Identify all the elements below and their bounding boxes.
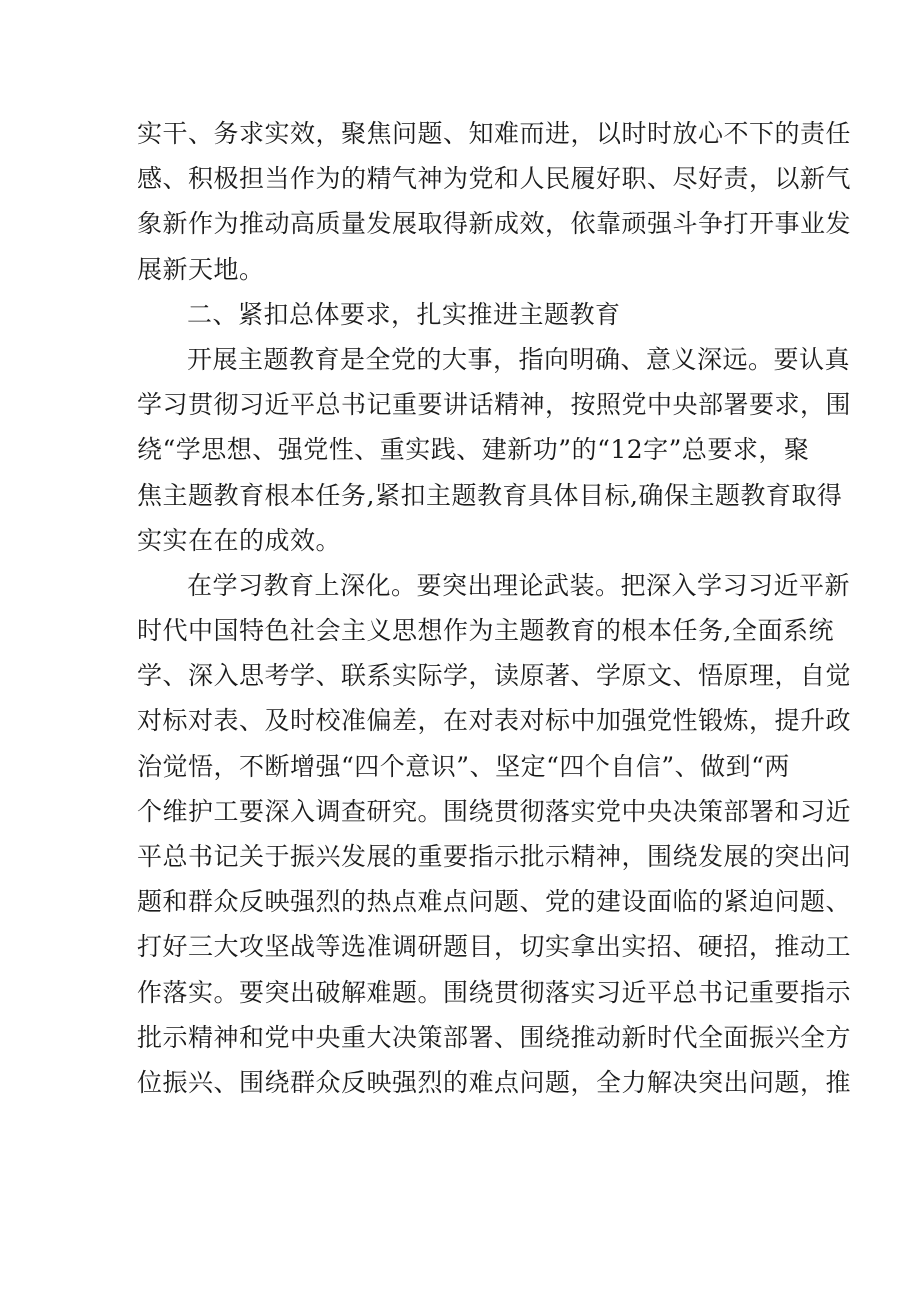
text-line: 开展主题教育是全党的大事，指向明确、意义深远。要认真 — [187, 344, 851, 374]
text-line: 打好三大攻坚战等选准调研题目，切实拿出实招、硬招，推动工 — [137, 932, 852, 962]
text-line: 时代中国特色社会主义思想作为主题教育的根本任务,全面系统 — [137, 616, 834, 646]
text-line: 在学习教育上深化。要突出理论武装。把深入学习习近平新 — [187, 570, 851, 600]
section-heading — [137, 292, 787, 337]
text-line: 治觉悟，不断增强“四个意识”、坚定“四个自信”、做到“两 — [137, 751, 790, 781]
text-line: 批示精神和党中央重大决策部署、围绕推动新时代全面振兴全方 — [137, 1022, 852, 1052]
text-line: 焦主题教育根本任务,紧扣主题教育具体目标,确保主题教育取得 — [137, 480, 843, 510]
text-line: 实实在在的成效。 — [137, 525, 342, 555]
paragraph-2 — [137, 337, 852, 563]
text-line: 题和群众反映强烈的热点难点问题、党的建设面临的紧迫问题、 — [137, 887, 852, 917]
text-line: 实干、务求实效，聚焦问题、知难而进，以时时放心不下的责任 — [137, 119, 852, 148]
document-body — [137, 111, 852, 1105]
text-line: 感、积极担当作为的精气神为党和人民履好职、尽好责，以新气 — [137, 164, 852, 194]
text-line: 个维护工要深入调查研究。围绕贯彻落实党中央决策部署和习近 — [137, 796, 852, 826]
text-line: 对标对表、及时校准偏差，在对表对标中加强党性锻炼，提升政 — [137, 706, 852, 736]
text-line: 绕“学思想、强党性、重实践、建新功”的“12字”总要求，聚 — [137, 435, 810, 465]
text-line: 展新天地。 — [137, 254, 265, 284]
text-line: 学习贯彻习近平总书记重要讲话精神，按照党中央部署要求，围 — [137, 390, 852, 420]
heading-text: 二、紧扣总体要求，扎实推进主题教育 — [187, 299, 621, 329]
text-line: 学、深入思考学、联系实际学，读原著、学原文、悟原理，自觉 — [137, 661, 852, 691]
paragraph-1 — [137, 111, 852, 292]
text-line: 象新作为推动高质量发展取得新成效，依靠顽强斗争打开事业发 — [137, 209, 852, 239]
text-line: 位振兴、围绕群众反映强烈的难点问题，全力解决突出问题，推 — [137, 1067, 852, 1097]
text-line: 作落实。要突出破解难题。围绕贯彻落实习近平总书记重要指示 — [137, 977, 852, 1007]
text-line: 平总书记关于振兴发展的重要指示批示精神，围绕发展的突出问 — [137, 842, 852, 871]
paragraph-3 — [137, 563, 852, 1105]
